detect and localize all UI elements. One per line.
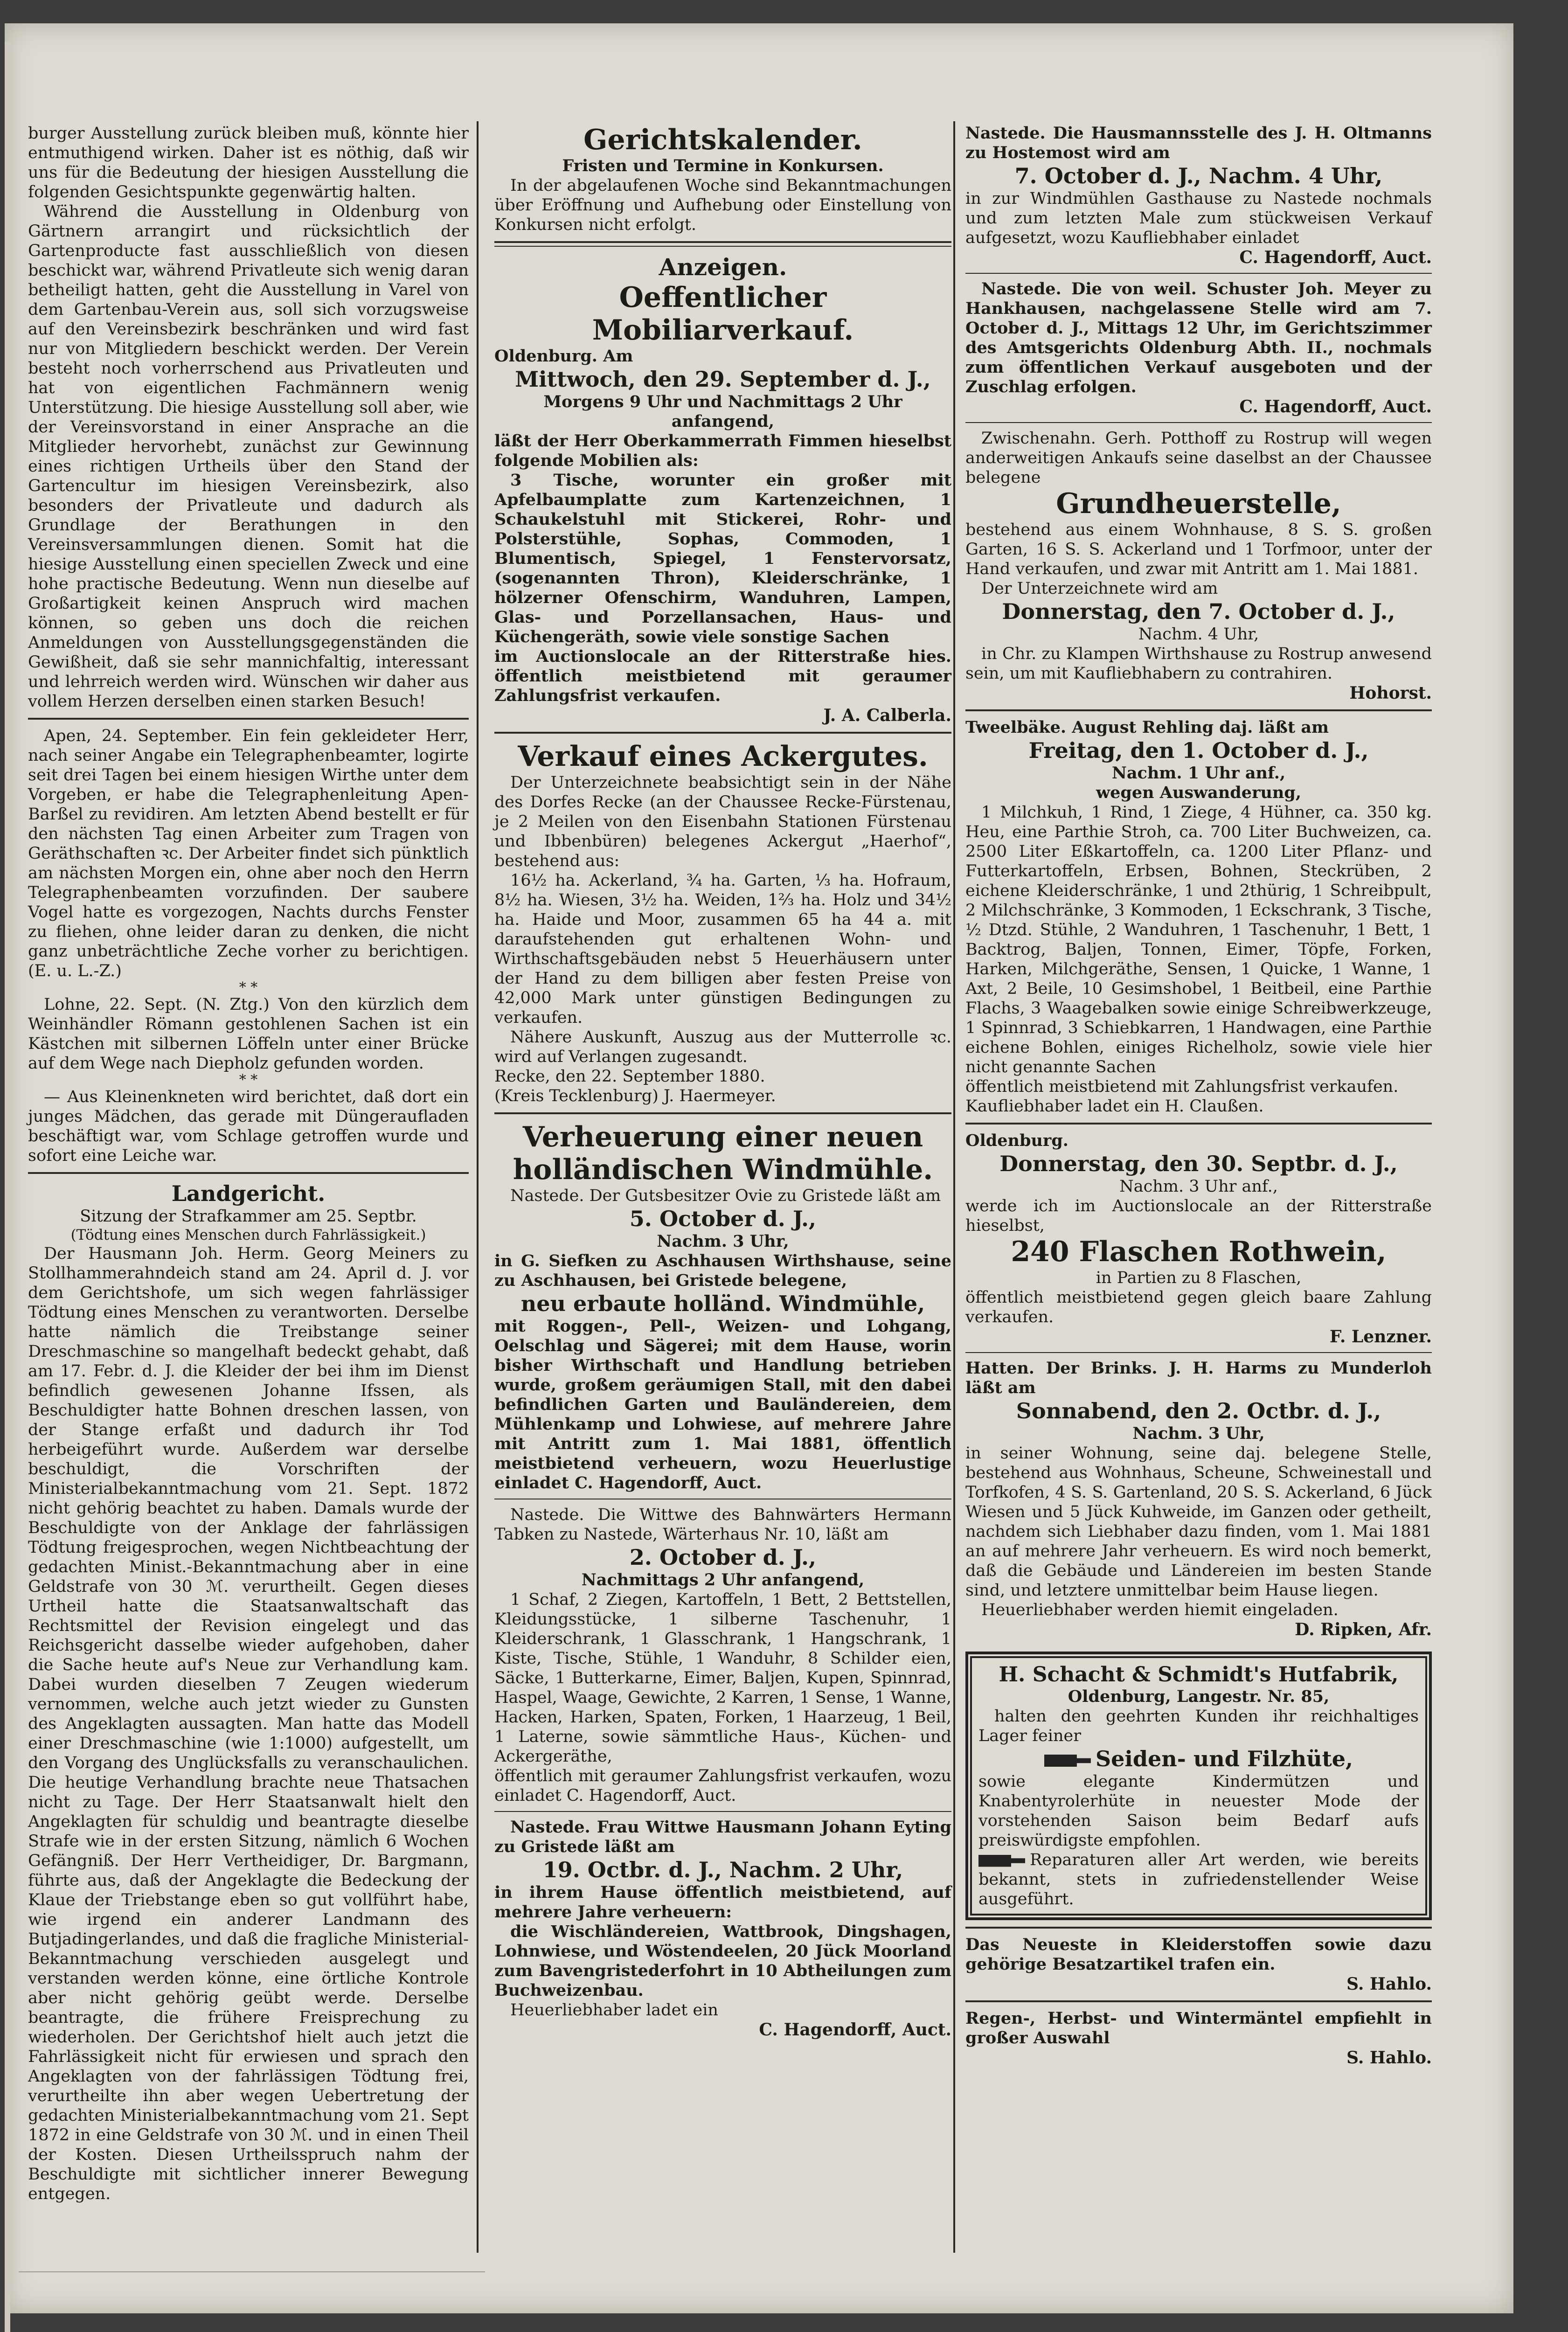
paragraph: (Kreis Tecklenburg) J. Haermeyer. [494, 1087, 776, 1105]
hahlo-ad-1-sig: S. Hahlo. [1346, 1974, 1432, 1994]
centered-line: Nachm. 1 Uhr anf., [1111, 763, 1286, 783]
ad-address: Oldenburg, Langestr. Nr. 85, [1068, 1687, 1330, 1706]
paragraph: öffentlich meistbietend mit Zahlungsfrist verkaufen. [965, 1077, 1399, 1096]
paragraph: 1 Schaf, 2 Ziegen, Kartoffeln, 1 Bett, 2 Bettstellen, Kleidungsstücke, 1 silberne Taschenuhr, 1 Kleiderschrank, 1 Glasschrank, 1 Hangschrank, 1 Kiste, Tische, Stühle, 1 Wanduhr, 8 Schilder eien, Säcke, 1 Butterkarne, Eimer, Baljen, Kupen, Spinnrad, Haspel, Waage, Gewichte, 2 Karren, 1 Sense, 1 Wanne, Hacken, Harken, Spaten, Forken, 1 Haarzeug, 1 Beil, 1 Laterne, sowie sämmtliche Haus-, Küchen- und Ackergeräthe, [494, 1590, 951, 1766]
article-heading: Landgericht. [171, 1181, 326, 1206]
divider-thin [965, 1352, 1432, 1353]
ad-line2: sowie elegante Kindermützen und Knabentyrolerhüte in neuester Mode der vorstehenden Saison beim Bedarf aufs preiswürdigste empfohlen. [978, 1772, 1419, 1850]
signature: C. Hagendorff, Auct. [759, 2020, 951, 2040]
date-heading: 5. October d. J., [629, 1206, 817, 1231]
divider [494, 732, 951, 734]
headline: Verheuerung einer neuen holländischen Windmühle. [513, 1121, 933, 1186]
paragraph: Apen, 24. September. Ein fein gekleideter Herr, nach seiner Angabe ein Telegraphenbeamter, logirte seit drei Tagen bei einem hiesigen Wirthe unter dem Vorgeben, er habe die Telegraphenleitung Apen-Barßel zu revidiren. Am letzten Abend bestellt er für den nächsten Tag einen Arbeiter zum Tragen von Geräthschaften ꝛc. Der Arbeiter findet sich pünktlich am nächsten Morgen ein, ohne aber noch den Herrn Telegraphenbeamten vorzufinden. Der saubere Vogel hatte es vorgezogen, Nachts durchs Fenster zu fliehen, ohne leider daran zu denken, die nicht ganz unbeträchtliche Zeche vorher zu berichtigen. (E. u. L.-Z.) [28, 727, 469, 980]
signature: Hohorst. [1349, 683, 1432, 703]
headline: 240 Flaschen Rothwein, [1011, 1235, 1387, 1268]
paragraph: Der Unterzeichnete wird am [981, 579, 1218, 598]
newspaper-page [5, 23, 1513, 2313]
paragraph: in ihrem Hause öffentlich meistbietend, auf mehrere Jahre verheuern: [494, 1883, 951, 1922]
paragraph: Heuerliebhaber werden hiemit eingeladen. [981, 1601, 1339, 1619]
centered-line: Nachm. 3 Uhr, [1132, 1424, 1265, 1443]
paragraph: öffentlich mit geraumer Zahlungsfrist verkaufen, wozu einladet C. Hagendorff, Auct. [494, 1767, 951, 1805]
paragraph: Oldenburg. [965, 1131, 1068, 1150]
paragraph: Während die Ausstellung in Oldenburg von Gärtnern arrangirt und rücksichtlich der Gartenproducte fast ausschließlich von diesen beschickt war, während Privatleute sich wenig daran betheiligt hatten, geht die Ausstellung in Varel von dem Gartenbau-Verein aus, soll sich vorzugsweise auf den Vereinsbezirk beschränken und wird fast nur von Mitgliedern beschickt werden. Der Verein besteht noch vorherrschend aus Privatleuten und hat von eigentlichen Fachmännern wenig Unterstützung. Die hiesige Ausstellung soll aber, wie der Vereinsvorstand in einer Ansprache an die Mitglieder hervorhebt, zunächst zur Gewinnung eines richtigen Urtheils über den Stand der Gartencultur im hiesigen Vereinsbezirk, also besonders der Privatleute und dadurch als Grundlage der Berathungen in den Vereinsversammlungen dienen. Somit hat die hiesige Ausstellung einen speciellen Zweck und eine hohe practische Bedeutung. Wenn nun dieselbe auf Großartigkeit keinen Anspruch wird machen können, so geben uns doch die reichen Anmeldungen von Ausstellungsgegenständen die Gewißheit, daß sie sehr mannichfaltig, interessant und lehrreich werden wird. Wünschen wir daher aus vollem Herzen derselben einen starken Besuch! [28, 202, 469, 711]
paragraph: Lohne, 22. Sept. (N. Ztg.) Von den kürzlich dem Weinhändler Römann gestohlenen Sachen ist ein Kästchen mit silbernen Löffeln unter einer Brücke auf dem Wege nach Diepholz gefunden worden. [28, 995, 469, 1073]
divider-thin [965, 273, 1432, 274]
centered-line: Morgens 9 Uhr und Nachmittags 2 Uhr anfangend, [543, 392, 902, 431]
divider [965, 709, 1432, 711]
column-left [28, 124, 469, 2204]
paragraph: Oldenburg. Am [494, 347, 633, 366]
divider [965, 1123, 1432, 1124]
ad-line1: halten den geehrten Kunden ihr reichhaltiges Lager feiner [978, 1707, 1419, 1745]
paragraph: 1 Milchkuh, 1 Rind, 1 Ziege, 4 Hühner, ca. 350 kg. Heu, eine Parthie Stroh, ca. 700 Liter Buchweizen, ca. 2500 Liter Eßkartoffeln, ca. 1200 Liter Pflanz- und Futterkartoffeln, Erbsen, Bohnen, Steckrüben, 2 eichene Kleiderschränke, 1 und 2thürig, 1 Schreibpult, 2 Milchschränke, 3 Kommoden, 1 Eckschrank, 3 Tische, ½ Dtzd. Stühle, 2 Wanduhren, 1 Taschenuhr, 1 Bett, 1 Backtrog, Baljen, Tonnen, Eimer, Töpfe, Forken, Harken, Milchgeräthe, Sensen, 1 Quicke, 1 Wanne, 1 Axt, 2 Beile, 10 Gesimshobel, 1 Beitbeil, eine Parthie Flachs, 3 Waagebalken sowie einige Schreibwerkzeuge, 1 Spinnrad, 3 Schiebkarren, 1 Handwagen, eine Parthie eichene Bohlen, einiges Richelholz, sowie viele hier nicht genannte Sachen [965, 803, 1432, 1076]
paragraph: Recke, den 22. September 1880. [494, 1067, 765, 1086]
right-column-notices [965, 124, 1432, 1639]
paragraph: läßt der Herr Oberkammerrath Fimmen hieselbst folgende Mobilien als: [494, 431, 951, 470]
centered-line: wegen Auswanderung, [1096, 783, 1302, 802]
headline: Oeffentlicher Mobiliarverkauf. [592, 281, 854, 347]
paragraph: Nastede. Frau Wittwe Hausmann Johann Eyting zu Gristede läßt am [494, 1818, 951, 1856]
divider-thin [965, 422, 1432, 423]
column-rule-1 [477, 121, 479, 2253]
paragraph: mit Roggen-, Pell-, Weizen- und Lohgang, Oelschlag und Sägerei; mit dem Hause, worin bisher Wirthschaft und Handlung betrieben wurde, großem geräumigen Stall, mit den dabei befindlichen Garten und Bauländereien, dem Mühlenkamp und Lohwiese, auf mehrere Jahre mit Antritt zum 1. Mai 1881, öffentlich meistbietend verheuern, wozu Heuerlustige einladet C. Hagendorff, Auct. [494, 1317, 951, 1492]
separator-stars: * * [239, 979, 258, 996]
paragraph: burger Ausstellung zurück bleiben muß, könnte hier entmuthigend wirken. Daher ist es nöthig, daß wir uns für die Bedeutung der hiesigen Ausstellung die folgenden Gesichtspunkte gegenwärtig halten. [28, 124, 469, 201]
centered-line: Nachmittags 2 Uhr anfangend, [581, 1570, 865, 1589]
divider [965, 1927, 1432, 1929]
paragraph: Hatten. Der Brinks. J. H. Harms zu Munderloh läßt am [965, 1359, 1432, 1397]
double-divider [494, 241, 951, 247]
column-right [965, 124, 1432, 2068]
paragraph: Heuerliebhaber ladet ein [510, 2001, 718, 2020]
paragraph: im Auctionslocale an der Ritterstraße hies. öffentlich meistbietend mit geraumer Zahlungsfrist verkaufen. [494, 647, 951, 705]
paragraph: 3 Tische, worunter ein großer mit Apfelbaumplatte zum Kartenzeichnen, 1 Schaukelstuhl mit Stickerei, Rohr- und Polsterstühle, Sophas, Commoden, 1 Blumentisch, Spiegel, 1 Fenstervorsatz, (sogenannten Thron), Kleiderschränke, 1 hölzerner Ofenschirm, Wanduhren, Lampen, Glas- und Porzellansachen, Haus- und Küchengeräth, sowie viele sonstige Sachen [494, 471, 951, 646]
column-rule-2 [953, 121, 955, 2253]
paragraph: werde ich im Auctionslocale an der Ritterstraße hieselbst, [965, 1197, 1432, 1235]
signature: F. Lenzner. [1329, 1327, 1432, 1346]
date-heading: Donnerstag, den 7. October d. J., [1002, 599, 1395, 624]
bottom-rule [19, 2271, 485, 2272]
centered-line: (Tödtung eines Menschen durch Fahrlässigkeit.) [70, 1227, 426, 1243]
date-heading: 19. Octbr. d. J., Nachm. 2 Uhr, [542, 1857, 903, 1882]
headline: Gerichtskalender. [583, 124, 862, 156]
paragraph: in Chr. zu Klampen Wirthshause zu Rostrup anwesend sein, um mit Kaufliebhabern zu contrahiren. [965, 645, 1432, 683]
centered-line: Sitzung der Strafkammer am 25. Septbr. [80, 1207, 417, 1226]
headline: Verkauf eines Ackergutes. [518, 740, 928, 773]
date-heading: Freitag, den 1. October d. J., [1028, 738, 1369, 763]
paragraph: Kaufliebhaber ladet ein H. Claußen. [965, 1097, 1264, 1116]
signature: C. Hagendorff, Auct. [1239, 248, 1432, 267]
section-heading: Anzeigen. [659, 253, 787, 281]
divider [28, 718, 469, 720]
signature: D. Ripken, Afr. [1295, 1620, 1432, 1639]
paragraph: Nähere Auskunft, Auszug aus der Mutterrolle ꝛc. wird auf Verlangen zugesandt. [494, 1028, 951, 1066]
paragraph: Nastede. Die Hausmannsstelle des J. H. Oltmanns zu Hostemost wird am [965, 124, 1432, 162]
paragraph: Nastede. Der Gutsbesitzer Ovie zu Gristede läßt am [510, 1187, 941, 1205]
hahlo-ad-1: Das Neueste in Kleiderstoffen sowie dazu gehörige Besatzartikel trafen ein. [965, 1935, 1432, 1974]
hahlo-ad-2: Regen-, Herbst- und Wintermäntel empfiehlt in großer Auswahl [965, 2009, 1432, 2047]
column-middle [494, 124, 951, 2040]
paragraph: die Wischländereien, Wattbrook, Dingshagen, Lohnwiese, und Wöstendeelen, 20 Jück Moorland zum Bavengristederfohrt in 10 Abtheilungen zum Buchweizenbau. [494, 1922, 951, 2000]
paragraph: Nastede. Die von weil. Schuster Joh. Meyer zu Hankhausen, nachgelassene Stelle wird am 7. October d. J., Mittags 12 Uhr, im Gerichtszimmer des Amtsgerichts Oldenburg Abth. II., nochmals zum öffentlichen Verkauf ausgeboten und der Zuschlag erfolgen. [965, 279, 1432, 396]
paragraph: — Aus Kleinenkneten wird berichtet, daß dort ein junges Mädchen, das gerade mit Düngeraufladen beschäftigt war, vom Schlage getroffen wurde und sofort eine Leiche war. [28, 1088, 469, 1165]
page-edge [5, 42, 10, 2332]
ad-repair: Reparaturen aller Art werden, wie bereits bekannt, stets in zufriedenstellender Weise ausgeführt. [978, 1851, 1419, 1909]
date-heading: Donnerstag, den 30. Septbr. d. J., [999, 1151, 1398, 1176]
paragraph: Der Unterzeichnete beabsichtigt sein in der Nähe des Dorfes Recke (an der Chaussee Recke-Fürstenau, je 2 Meilen von den Eisenbahn Stationen Fürstenau und Ibbenbüren) belegenes Ackergut „Haerhof“, bestehend aus: [494, 773, 951, 870]
paragraph: in G. Siefken zu Aschhausen Wirthshause, seine zu Aschhausen, bei Gristede belegene, [494, 1251, 951, 1290]
signature: C. Hagendorff, Auct. [1239, 397, 1432, 416]
headline: Grundheuerstelle, [1056, 487, 1341, 520]
paragraph: Zwischenahn. Gerh. Potthoff zu Rostrup will wegen anderweitigen Ankaufs seine daselbst an der Chaussee belegene [965, 429, 1432, 487]
centered-line: Nachm. 3 Uhr, [657, 1232, 789, 1251]
pointing-hand-icon [978, 1855, 1025, 1867]
paragraph: Nastede. Die Wittwe des Bahnwärters Hermann Tabken zu Nastede, Wärterhaus Nr. 10, läßt am [494, 1506, 951, 1544]
divider [28, 1172, 469, 1174]
divider [965, 2000, 1432, 2002]
paragraph: In der abgelaufenen Woche sind Bekanntmachungen über Eröffnung und Aufhebung oder Einstellung von Konkursen nicht erfolgt. [494, 176, 951, 234]
hat-factory-ad [965, 1652, 1432, 1920]
paragraph: 16½ ha. Ackerland, ¾ ha. Garten, ⅓ ha. Hofraum, 8½ ha. Wiesen, 3½ ha. Weiden, 1⅔ ha. Holz und 34½ ha. Haide und Moor, zusammen 65 ha 44 a. mit daraufstehenden gut erhaltenen Wohn- und Wirthschaftsgebäuden nebst 5 Heuerhäusern unter der Hand zu dem billigen aber festen Preise von 42,000 Mark unter günstigen Bedingungen zu verkaufen. [494, 871, 951, 1027]
date-heading: Sonnabend, den 2. Octbr. d. J., [1016, 1398, 1381, 1423]
date-heading: neu erbaute holländ. Windmühle, [520, 1291, 925, 1316]
centered-line: Nachm. 4 Uhr, [1138, 625, 1259, 644]
divider-thin [494, 1811, 951, 1812]
hahlo-ad-2-sig: S. Hahlo. [1346, 2048, 1432, 2068]
date-heading: 2. October d. J., [629, 1545, 817, 1570]
centered-line: Nachm. 3 Uhr anf., [1119, 1177, 1278, 1196]
paragraph: in zur Windmühlen Gasthause zu Nastede nochmals und zum letzten Male zum stückweisen Verkauf aufgesetzt, wozu Kaufliebhaber einladet [965, 189, 1432, 247]
date-heading: 7. October d. J., Nachm. 4 Uhr, [1014, 163, 1383, 188]
paragraph: öffentlich meistbietend gegen gleich baare Zahlung verkaufen. [965, 1288, 1432, 1326]
paragraph: bestehend aus einem Wohnhause, 8 S. S. großen Garten, 16 S. S. Ackerland und 1 Torfmoor, unter der Hand verkaufen, und zwar mit Antritt am 1. Mai 1881. [965, 521, 1432, 578]
ad-headline: Seiden- und Filzhüte, [978, 1746, 1419, 1772]
pointing-hand-icon [1044, 1755, 1091, 1767]
paragraph: in seiner Wohnung, seine daj. belegene Stelle, bestehend aus Wohnhaus, Scheune, Schweinestall und Torfkofen, 4 S. S. Gartenland, 20 S. S. Ackerland, 6 Jück Wiesen und 5 Jück Kuhweide, im Ganzen oder getheilt, nachdem sich Liebhaber dazu finden, vom 1. Mai 1881 an auf mehrere Jahr verheuern. Es wird noch bemerkt, daß die Gebäude und Ländereien im besten Stande sind, und letztere unmittelbar beim Hause liegen. [965, 1444, 1432, 1600]
date-heading: Mittwoch, den 29. September d. J., [515, 367, 931, 392]
signature: J. A. Calberla. [823, 706, 951, 725]
divider [494, 1112, 951, 1114]
separator-stars: * * [239, 1072, 258, 1088]
paragraph: Der Hausmann Joh. Herm. Georg Meiners zu Stollhammerahndeich stand am 24. April d. J. vor dem Gerichtshofe, um sich wegen fahrlässiger Tödtung eines Menschen zu verantworten. Derselbe hatte nämlich die Treibstange seiner Dreschmaschine so mangelhaft bedeckt gehabt, daß am 17. Febr. d. J. die Kleider der bei ihm im Dienst befindlich gewesenen Johanne Ifssen, als Beschuldigter hatte Bohnen dreschen lassen, von der Stange erfaßt und dadurch ihr Tod herbeigeführt wurde. Außerdem war derselbe beschuldigt, die Vorschriften der Ministerialbekanntmachung vom 21. Sept. 1872 nicht gehörig beachtet zu haben. Damals wurde der Beschuldigte von der Anklage der fahrlässigen Tödtung freigesprochen, wegen Nichtbeachtung der gedachten Minist.-Bekanntmachung aber in eine Geldstrafe von 30 ℳ. verurtheilt. Gegen dieses Urtheil hatte die Staatsanwaltschaft das Rechtsmittel der Revision eingelegt und das Reichsgericht dasselbe wieder aufgehoben, daher die Sache heute auf's Neue zur Verhandlung kam. Dabei wurden dieselben 7 Zeugen wiederum vernommen, welche auch jetzt wieder zu Gunsten des Angeklagten aussagten. Man hatte das Modell einer Dreschmaschine (wie 1:1000) aufgestellt, um den Vorgang des Unglücksfalls zu veranschaulichen. Die heutige Verhandlung brachte neue Thatsachen nicht zu Tage. Der Herr Staatsanwalt hielt den Angeklagten für schuldig und beantragte dieselbe Strafe wie in der ersten Sitzung, nämlich 6 Wochen Gefängniß. Der Herr Vertheidiger, Dr. Bargmann, führte aus, daß der Angeklagte die Bedeckung der Klaue der Triebstange eben so gut vollführt habe, wie irgend ein anderer Landmann des Butjadingerlandes, und daß die fragliche Ministerial-Bekanntmachung verschieden ausgelegt und verstanden werden könne, eine örtliche Kontrole aber nicht gehörig geübt werde. Derselbe beantragte, die frühere Freisprechung zu wiederholen. Der Gerichtshof hielt auch jetzt die Fahrlässigkeit nicht für erwiesen und sprach den Angeklagten von der fahrlässigen Tödtung frei, verurtheilte ihn aber wegen Uebertretung der gedachten Ministerialbekanntmachung vom 21. Sept 1872 in eine Geldstrafe von 30 ℳ. und in einen Theil der Kosten. Diesen Urtheilsspruch nahm der Beschuldigte mit sichtlicher innerer Bewegung entgegen. [28, 1244, 469, 2203]
centered-line: in Partien zu 8 Flaschen, [1096, 1269, 1302, 1287]
ad-title: H. Schacht & Schmidt's Hutfabrik, [999, 1663, 1399, 1687]
centered-line: Fristen und Termine in Konkursen. [562, 156, 884, 175]
paragraph: Tweelbäke. August Rehling daj. läßt am [965, 718, 1329, 737]
